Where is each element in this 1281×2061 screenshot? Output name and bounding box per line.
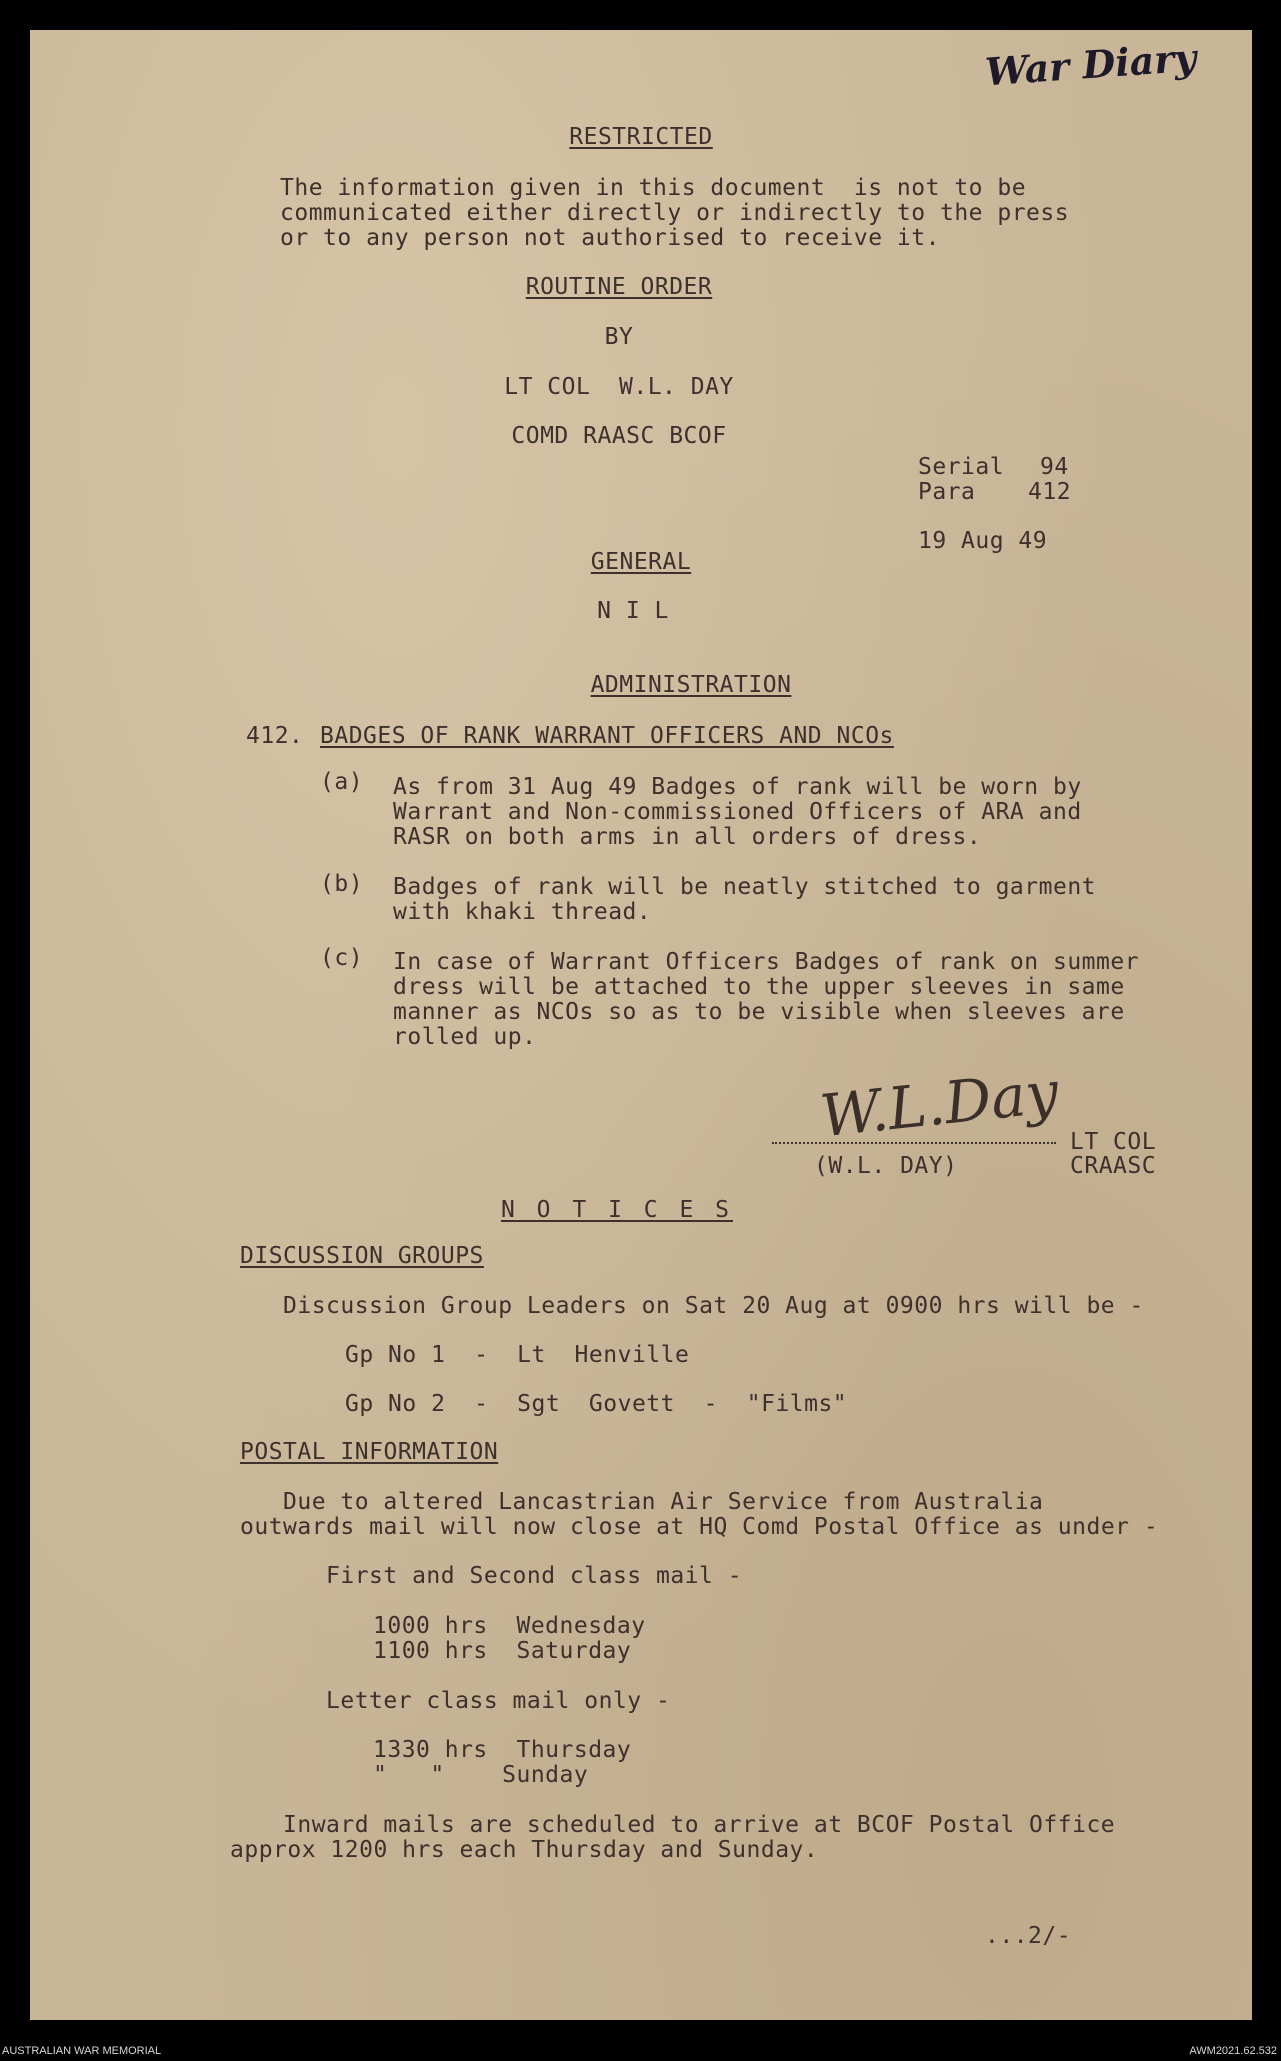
signature-scrawl: W.L.Day [817, 1057, 1062, 1151]
notice-line-1: The information given in this document is not to be [280, 175, 1027, 201]
officer-line: LT COL W.L. DAY [504, 374, 734, 400]
discussion-group-2: Gp No 2 - Sgt Govett - "Films" [345, 1391, 848, 1417]
footer-reference: AWM2021.62.532 [1189, 2045, 1277, 2057]
discussion-heading: DISCUSSION GROUPS [240, 1243, 484, 1269]
handwritten-annotation: War Diary [983, 34, 1198, 95]
letter-label: Letter class mail only - [326, 1688, 671, 1714]
postal-heading: POSTAL INFORMATION [240, 1439, 499, 1465]
document-page [30, 30, 1252, 2020]
signature-name: (W.L. DAY) [814, 1153, 958, 1179]
notice-line-2: communicated either directly or indirectly to the press [280, 200, 1070, 226]
serial-label: Serial [918, 454, 1005, 480]
para-value: 412 [1028, 479, 1072, 505]
restricted-heading: RESTRICTED [569, 124, 713, 150]
subitem-c-line-2: dress will be attached to the upper sleeves in same [393, 974, 1125, 1000]
inward-line-1: Inward mails are scheduled to arrive at BCOF Postal Office [283, 1812, 1116, 1838]
subitem-c-line-4: rolled up. [393, 1024, 537, 1050]
order-date: 19 Aug 49 [918, 528, 1048, 554]
general-value: N I L [597, 598, 669, 624]
subitem-b-line-1: Badges of rank will be neatly stitched to garment [393, 874, 1097, 900]
signature-unit: CRAASC [1070, 1153, 1157, 1179]
letter-time-1: 1330 hrs Thursday [373, 1737, 632, 1763]
postal-intro-line-1: Due to altered Lancastrian Air Service from Australia [283, 1489, 1044, 1515]
by-line: BY [604, 324, 634, 350]
subitem-a-label: (a) [320, 769, 364, 795]
postal-intro-line-2: outwards mail will now close at HQ Comd Postal Office as under - [240, 1514, 1159, 1540]
first-second-time-1: 1000 hrs Wednesday [373, 1613, 646, 1639]
letter-time-2: " " Sunday [373, 1762, 589, 1788]
notices-heading: N O T I C E S [500, 1197, 733, 1223]
footer-source: AUSTRALIAN WAR MEMORIAL [2, 2045, 162, 2057]
command-line: COMD RAASC BCOF [511, 423, 727, 449]
discussion-intro: Discussion Group Leaders on Sat 20 Aug at 0900 hrs will be - [283, 1293, 1144, 1319]
para-label: Para [918, 479, 976, 505]
routine-order-heading: ROUTINE ORDER [525, 274, 713, 300]
subitem-c-line-1: In case of Warrant Officers Badges of rank on summer [393, 949, 1140, 975]
page-continuation: ...2/- [985, 1923, 1072, 1949]
subitem-c-line-3: manner as NCOs so as to be visible when sleeves are [393, 999, 1125, 1025]
subitem-c-label: (c) [320, 945, 364, 971]
first-second-label: First and Second class mail - [326, 1563, 743, 1589]
notice-line-3: or to any person not authorised to receive it. [280, 225, 940, 251]
signature-rank: LT COL [1070, 1129, 1157, 1155]
subitem-a-line-3: RASR on both arms in all orders of dress. [393, 824, 982, 850]
first-second-time-2: 1100 hrs Saturday [373, 1638, 632, 1664]
inward-line-2: approx 1200 hrs each Thursday and Sunday. [230, 1837, 819, 1863]
subitem-b-label: (b) [320, 871, 364, 897]
administration-heading: ADMINISTRATION [590, 672, 792, 698]
subitem-a-line-1: As from 31 Aug 49 Badges of rank will be worn by [393, 774, 1082, 800]
discussion-group-1: Gp No 1 - Lt Henville [345, 1342, 690, 1368]
subitem-a-line-2: Warrant and Non-commissioned Officers of ARA and [393, 799, 1082, 825]
general-heading: GENERAL [590, 549, 692, 575]
item-number: 412. [246, 723, 304, 749]
signature-line [772, 1142, 1056, 1144]
subitem-b-line-2: with khaki thread. [393, 899, 652, 925]
item-title: BADGES OF RANK WARRANT OFFICERS AND NCOs [320, 723, 894, 749]
serial-value: 94 [1040, 454, 1069, 480]
